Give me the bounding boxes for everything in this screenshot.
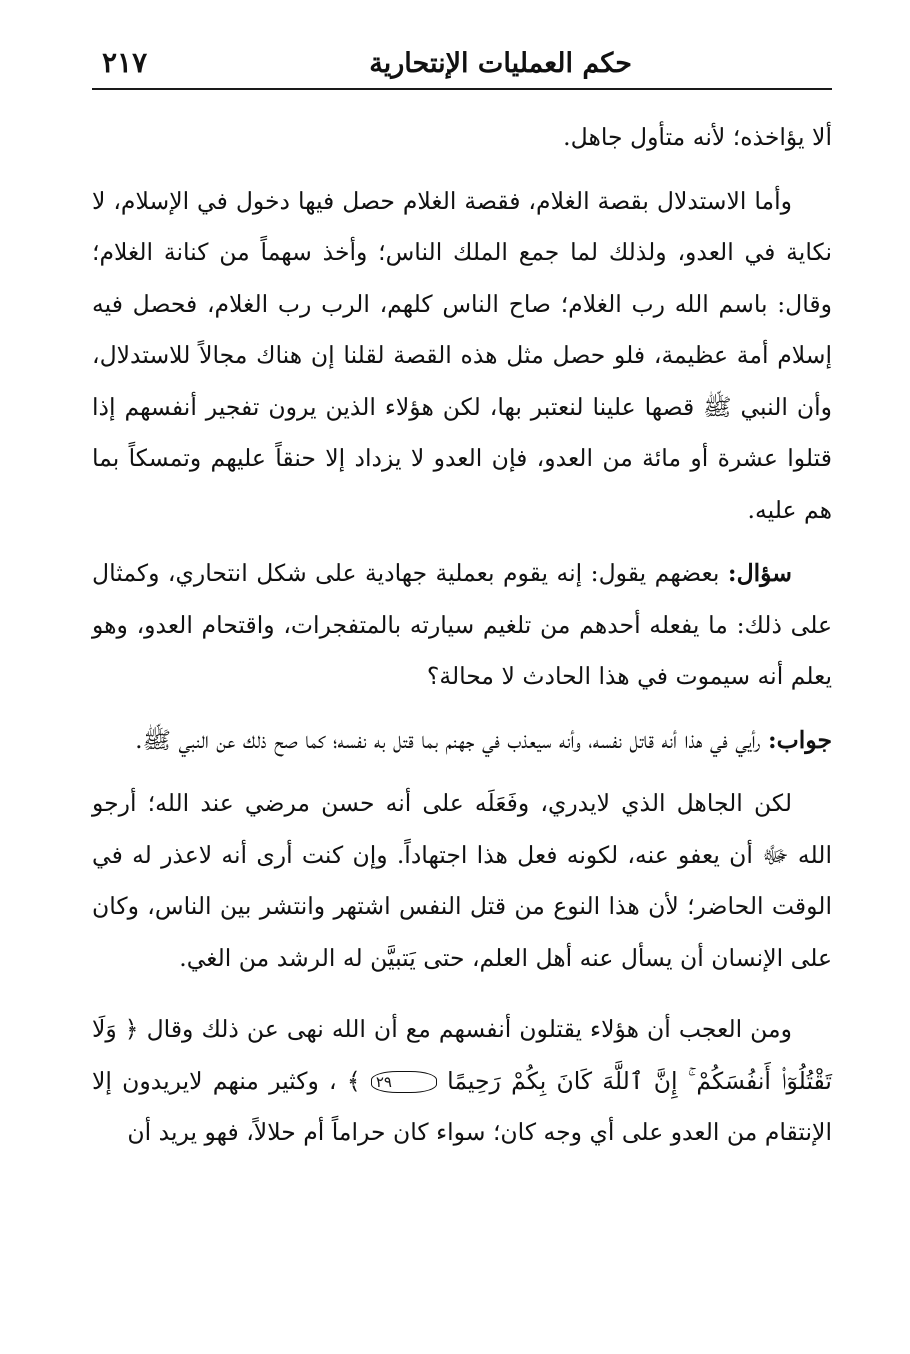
quran-verse: ﴿ وَلَا تَقْتُلُوٓا۟ أَنفُسَكُمْ ۚ إِنَّ ٱللَّهَ كَانَ بِكُمْ رَحِيمًا: [92, 1015, 832, 1095]
running-header: [92, 44, 832, 90]
question-text: بعضهم يقول: إنه يقوم بعملية جهادية على شكل انتحاري، وكمثال على ذلك: ما يفعله أحدهم من تلغيم سيارته بالمتفجرات، واقتحام العدو، وهو يعلم أنه سيموت في هذا الحادث لا محالة؟: [92, 559, 832, 690]
paragraph-1: ألا يؤاخذه؛ لأنه متأول جاهل.: [563, 123, 832, 151]
wonder-text-start: ومن العجب أن هؤلاء يقتلون أنفسهم مع أن الله نهى عن ذلك وقال: [146, 1015, 792, 1043]
paragraph-ignorant: لكن الجاهل الذي لايدري، وفَعَلَه على أنه حسن مرضي عند الله؛ أرجو الله ﷻ أن يعفو عنه، لكونه فعل هذا اجتهاداً. وإن كنت أرى أنه لاعذر له في الوقت الحاضر؛ لأن هذا النوع من قتل النفس اشتهر وانتشر بين الناس، وكان على الإنسان أن يسأل عنه أهل العلم، حتى يَتبيَّن له الرشد من الغي.: [92, 789, 832, 972]
paragraph-boy-story: وأما الاستدلال بقصة الغلام، فقصة الغلام حصل فيها دخول في الإسلام، لا نكاية في العدو، ولذلك لما جمع الملك الناس؛ وأخذ سهماً من كنانة الغلام؛ وقال: باسم الله رب الغلام؛ صاح الناس كلهم، الرب رب الغلام، فحصل فيه إسلام أمة عظيمة، فلو حصل مثل هذه القصة لقلنا إن هناك مجالاً للاستدلال، وأن النبي ﷺ قصها علينا لنعتبر بها، لكن هؤلاء الذين يرون تفجير أنفسهم إذا قتلوا عشرة أو مائة من العدو، فإن العدو لا يزداد إلا حنقاً عليهم وتمسكاً بما هم عليه.: [92, 186, 832, 524]
question-paragraph: [92, 548, 832, 703]
wonder-text-end: ، وكثير منهم لايريدون إلا الإنتقام من العدو على أي وجه كان؛ سواء كان حراماً أم حلالاً، فهو يريد أن: [92, 1066, 832, 1146]
page-number: ٢١٧: [102, 46, 148, 79]
page-body: [92, 112, 832, 1159]
question-label: سؤال:: [727, 559, 792, 587]
paragraph-wonder: [92, 1004, 832, 1159]
answer-label: جواب:: [768, 725, 832, 754]
book-page: [92, 44, 832, 1171]
quran-verse-close: ﴾: [346, 1066, 361, 1095]
answer-text: رأيي في هذا أنه قاتل نفسه، وأنه سيعذب في جهنم بما قتل به نفسه؛ كما صح ذلك عن النبي ﷺ.: [135, 725, 761, 754]
chapter-title: حكم العمليات الإنتحارية: [369, 48, 632, 79]
ayah-number-marker: ٢٩: [371, 1071, 437, 1093]
answer-paragraph: [92, 715, 832, 767]
